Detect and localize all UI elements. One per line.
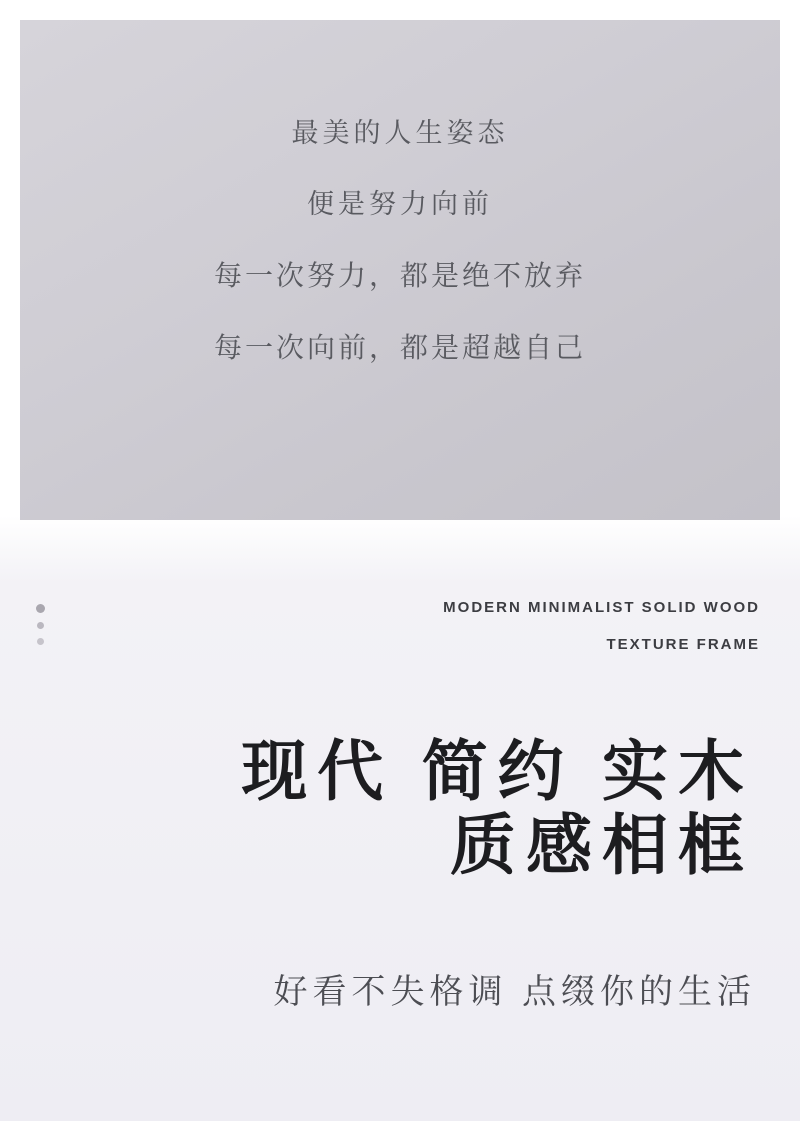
- eyebrow-line-2: TEXTURE FRAME: [606, 636, 760, 653]
- dot-indicator-icon: [36, 604, 45, 645]
- quote-line-4: 每一次向前，都是超越自己: [213, 332, 586, 363]
- headline-line-2: 质感相框: [450, 807, 754, 882]
- quote-line-3: 每一次努力，都是绝不放弃: [213, 260, 586, 291]
- page-title: [0, 735, 800, 883]
- page-subtitle: 好看不失格调 点缀你的生活: [273, 973, 756, 1011]
- quote-line-1: 最美的人生姿态: [291, 118, 509, 148]
- dot-icon-2: [37, 622, 44, 629]
- dot-icon-3: [37, 638, 44, 645]
- eyebrow-line-1: MODERN MINIMALIST SOLID WOOD: [443, 599, 760, 616]
- headline-line-1: 现代 简约 实木: [241, 734, 754, 808]
- eyebrow-text: [240, 600, 760, 652]
- quote-line-2: 便是努力向前: [307, 189, 493, 219]
- quote-panel: [20, 20, 780, 520]
- dot-icon-1: [36, 604, 45, 613]
